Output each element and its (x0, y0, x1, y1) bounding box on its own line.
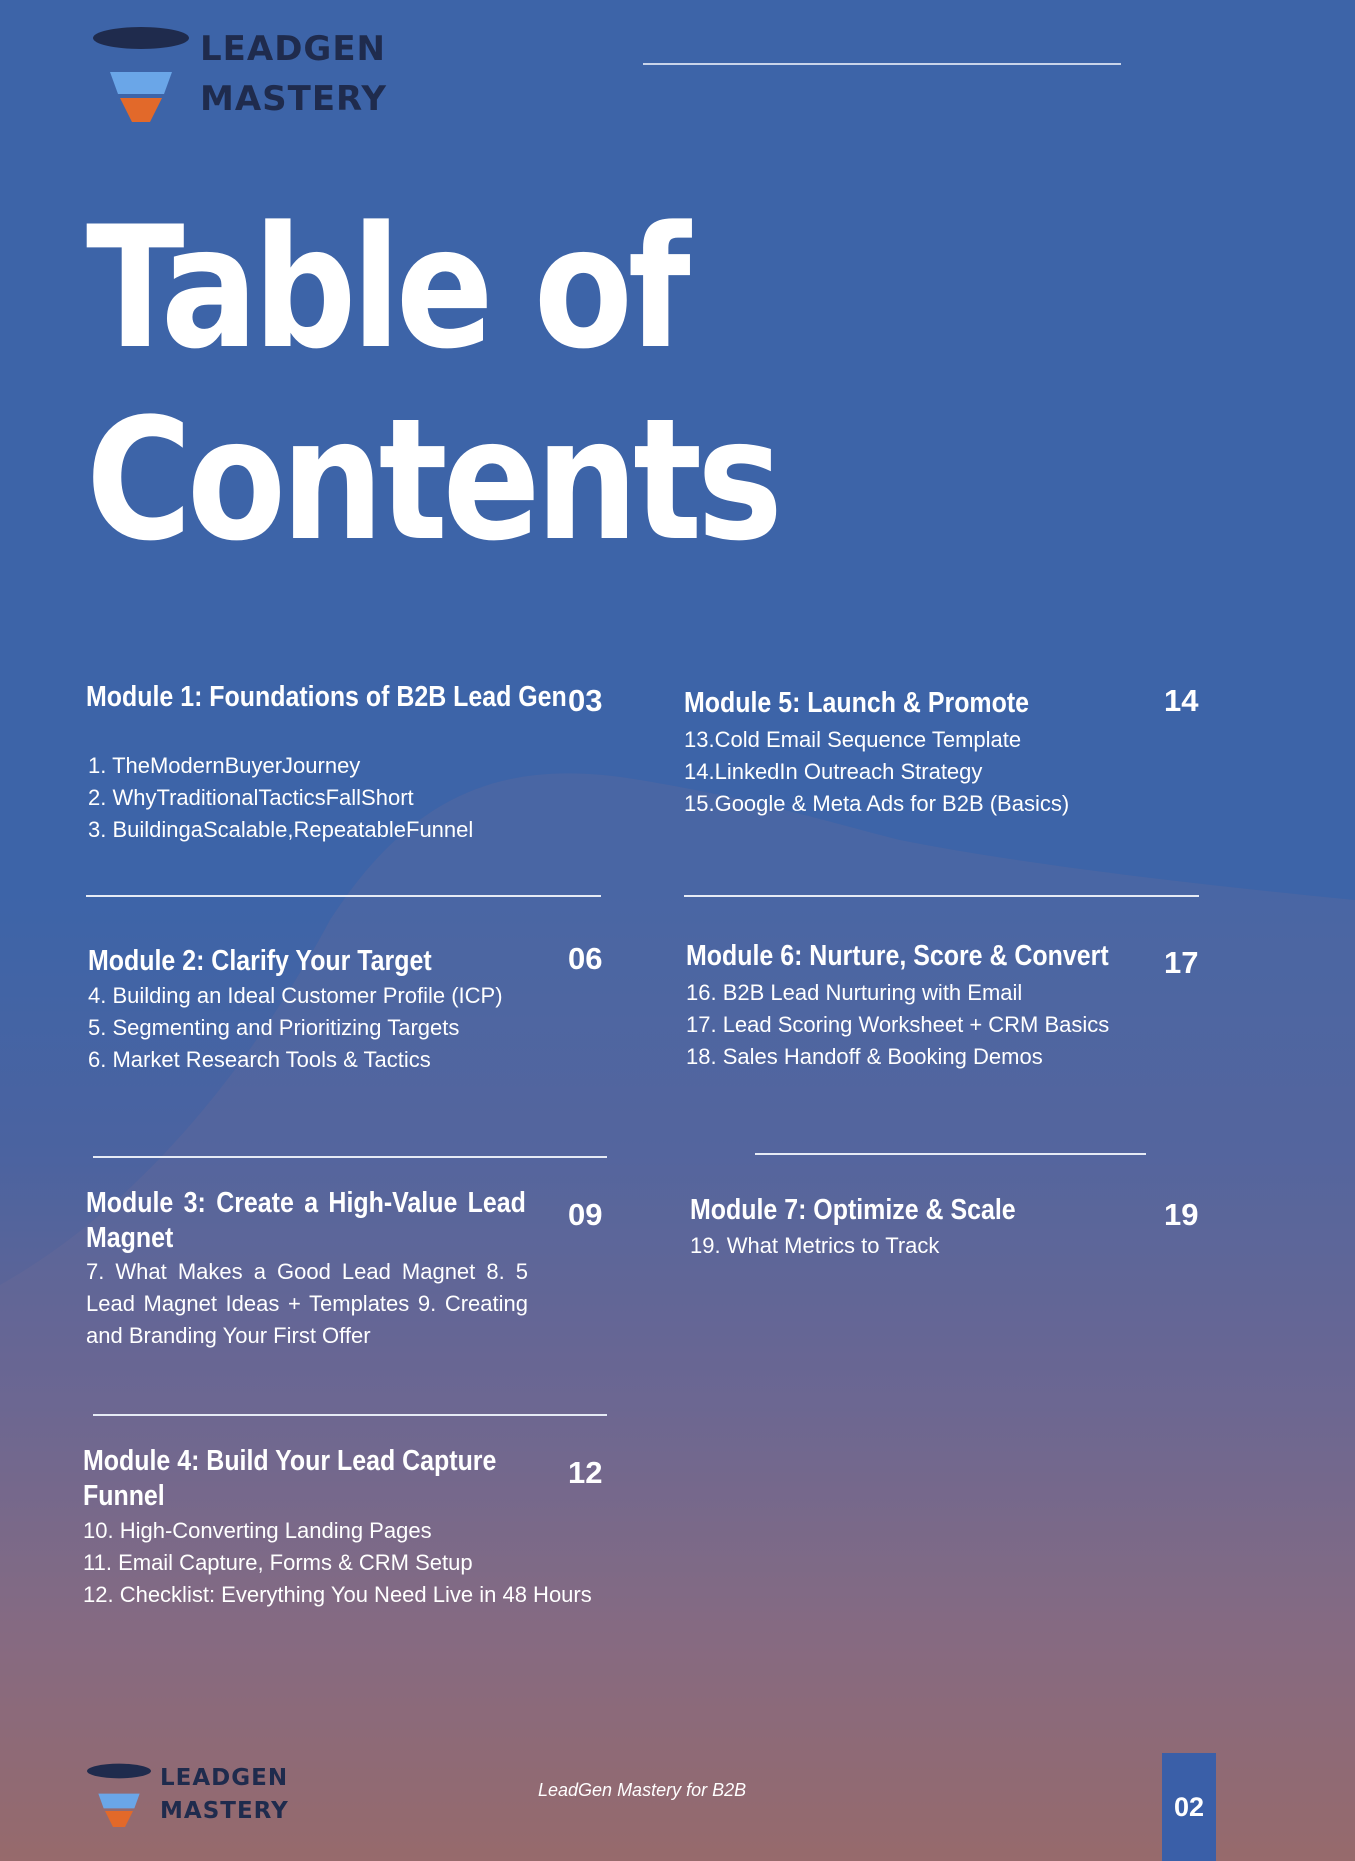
list-item: 16. B2B Lead Nurturing with Email (686, 980, 1023, 1005)
module-7-title: Module 7: Optimize & Scale (690, 1194, 1016, 1226)
footer-logo (86, 1762, 289, 1828)
module-7-items (690, 1230, 939, 1262)
title-line1: Table of (86, 190, 686, 386)
brand-line1: LEADGEN (200, 29, 387, 69)
list-item: 10. High-Converting Landing Pages (83, 1518, 432, 1543)
module-2-items (88, 980, 503, 1076)
module-7-page: 19 (1164, 1197, 1199, 1232)
brand-line2: MASTERY (200, 79, 387, 119)
module-4-title-line2: Funnel (83, 1480, 165, 1512)
funnel-logo-icon (86, 1763, 152, 1827)
module-5-items (684, 724, 1069, 820)
module-1-page: 03 (568, 683, 603, 718)
module-5-page: 14 (1164, 683, 1199, 718)
module-6-page: 17 (1164, 945, 1199, 980)
list-item: 14.LinkedIn Outreach Strategy (684, 759, 983, 784)
module-3-items: 7. What Makes a Good Lead Magnet 8. 5 Lead Magnet Ideas + Templates 9. Creating and Branding Your First Offer (86, 1259, 528, 1348)
list-item: 1. TheModernBuyerJourney (88, 753, 361, 778)
module-6-items (686, 977, 1109, 1073)
title-line2: Contents (86, 382, 778, 578)
list-item: 2. WhyTraditionalTacticsFallShort (88, 785, 414, 810)
module-3-page: 09 (568, 1197, 603, 1232)
module-4-items (83, 1515, 592, 1611)
page-number-badge (1162, 1753, 1216, 1861)
module-3-title-line2: Magnet (86, 1222, 174, 1254)
module-4-title-line1: Module 4: Build Your Lead Capture (83, 1445, 497, 1477)
list-item: 13.Cold Email Sequence Template (684, 727, 1022, 752)
module-2-title: Module 2: Clarify Your Target (88, 945, 432, 977)
module-1-items (88, 750, 473, 846)
module-4-page: 12 (568, 1455, 603, 1490)
page-title (86, 192, 778, 576)
list-item: 12. Checklist: Everything You Need Live in 48 Hours (83, 1582, 592, 1607)
brand-line1: LEADGEN (160, 1765, 289, 1791)
list-item: 4. Building an Ideal Customer Profile (ICP) (88, 983, 503, 1008)
brand-line2: MASTERY (160, 1798, 289, 1824)
divider (93, 1414, 607, 1416)
list-item: 11. Email Capture, Forms & CRM Setup (83, 1550, 473, 1575)
module-2-page: 06 (568, 941, 603, 976)
divider (93, 1156, 607, 1158)
list-item: 17. Lead Scoring Worksheet + CRM Basics (686, 1012, 1110, 1037)
list-item: 15.Google & Meta Ads for B2B (Basics) (684, 791, 1070, 816)
divider (86, 895, 601, 897)
list-item: 6. Market Research Tools & Tactics (88, 1047, 431, 1072)
module-3-title-line1: Module 3: Create a High-Value Lead (86, 1187, 526, 1219)
module-1-title: Module 1: Foundations of B2B Lead Gen (86, 681, 567, 713)
list-item: 3. BuildingaScalable,RepeatableFunnel (88, 817, 474, 842)
funnel-logo-icon (92, 26, 190, 122)
module-5-title: Module 5: Launch & Promote (684, 687, 1030, 719)
top-divider (643, 63, 1121, 65)
module-6-title: Module 6: Nurture, Score & Convert (686, 940, 1109, 972)
divider (684, 895, 1199, 897)
list-item: 19. What Metrics to Track (690, 1233, 940, 1258)
list-item: 18. Sales Handoff & Booking Demos (686, 1044, 1043, 1069)
list-item: 5. Segmenting and Prioritizing Targets (88, 1015, 460, 1040)
divider (755, 1153, 1146, 1155)
page-number: 02 (1173, 1791, 1205, 1822)
footer-text: LeadGen Mastery for B2B (538, 1780, 747, 1800)
header-logo (92, 24, 387, 124)
